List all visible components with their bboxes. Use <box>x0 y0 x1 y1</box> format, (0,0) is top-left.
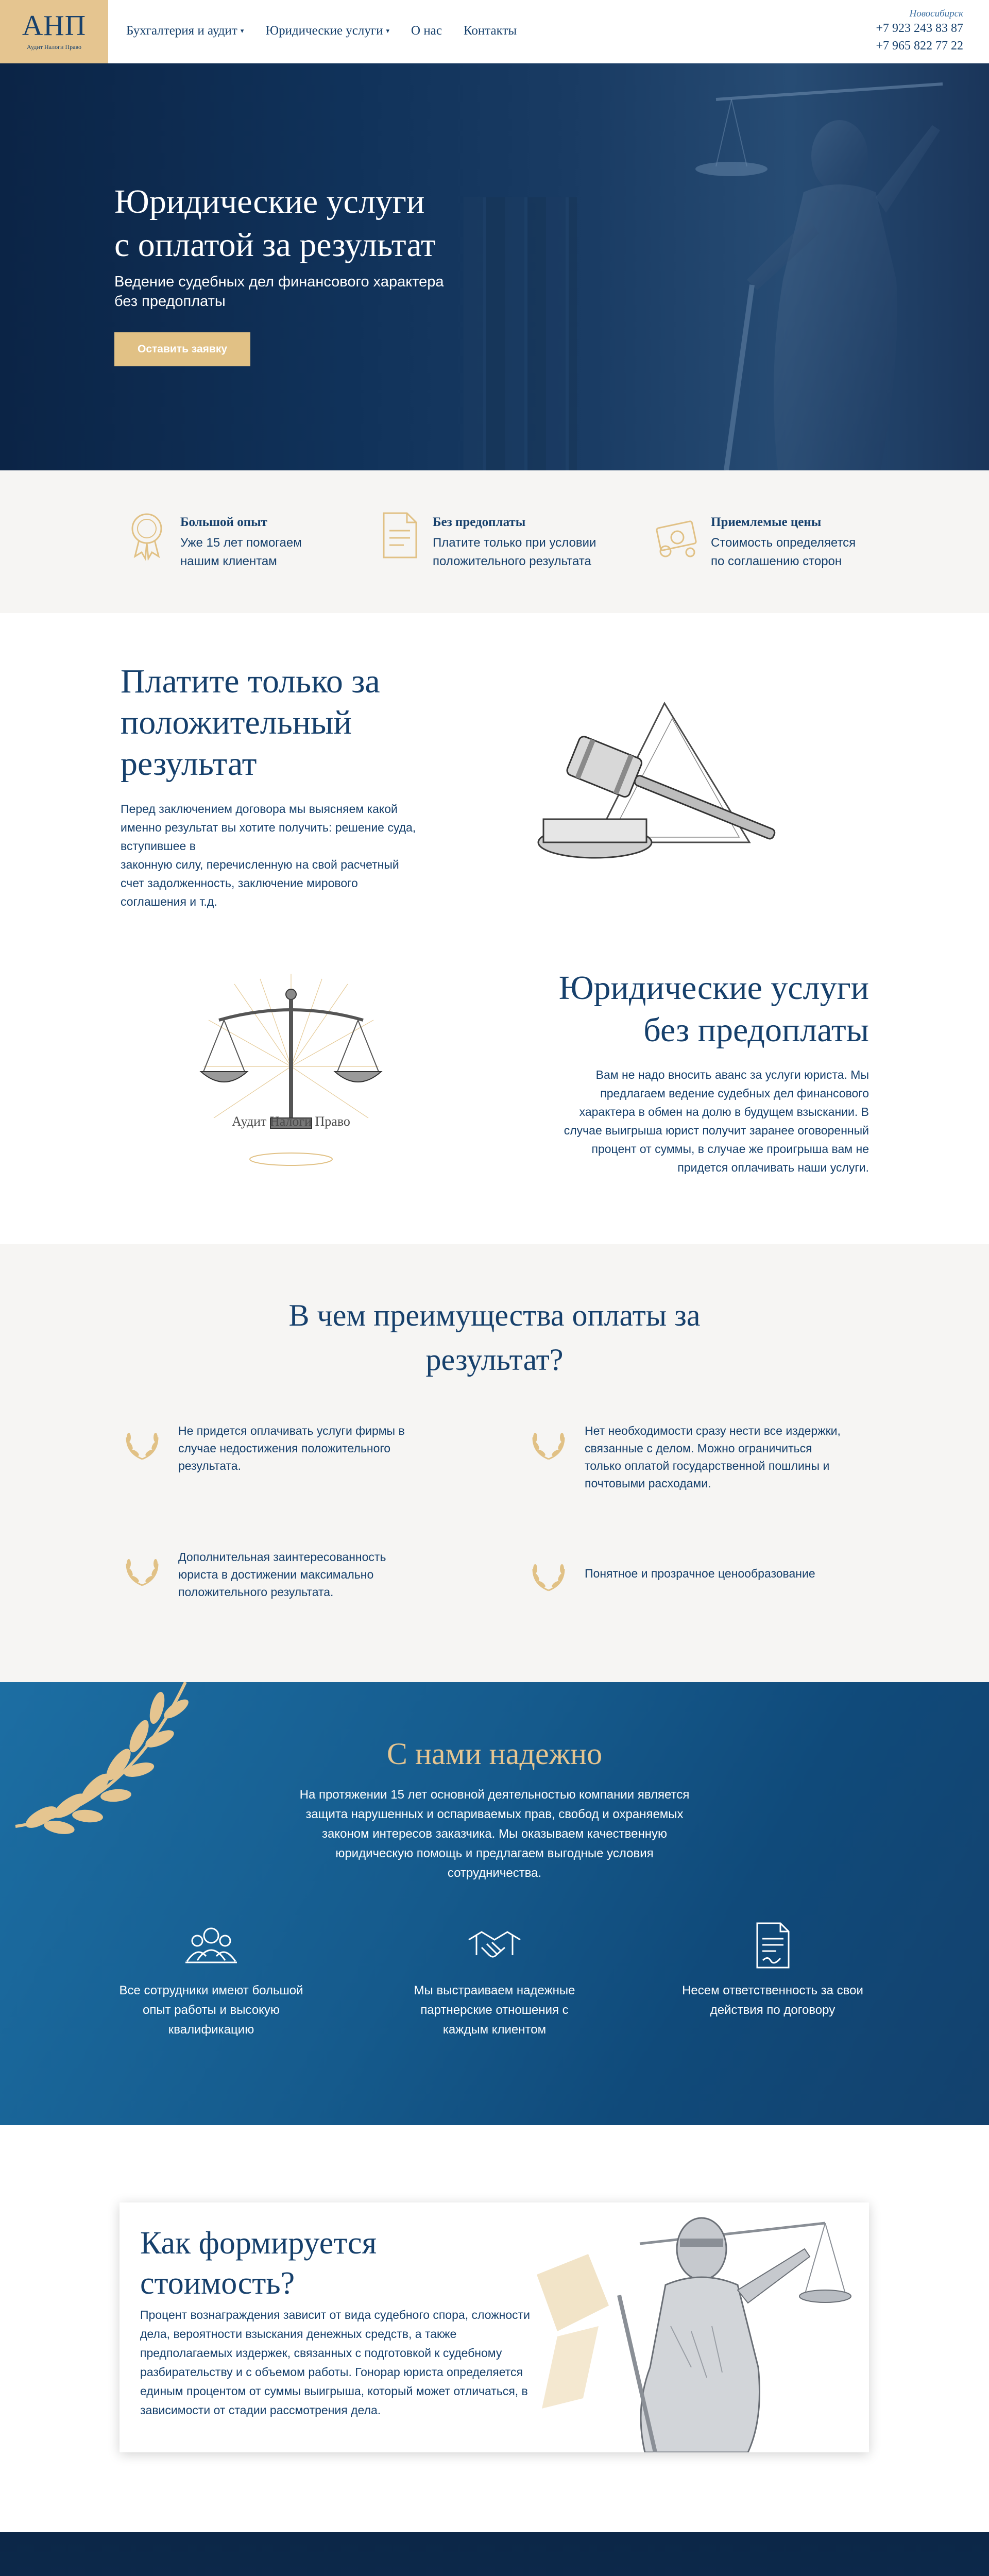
reliable-title: С нами надежно <box>386 1737 603 1771</box>
medal-icon <box>124 509 170 561</box>
hero-section <box>0 63 989 470</box>
laurel-icon <box>122 1422 163 1463</box>
nav-label: Контакты <box>463 24 517 38</box>
feature-desc: Платите только при условии положительного результата <box>433 536 596 568</box>
advantage-text: Не придется оплачивать услуги фирмы в случае недостижения положительного результата. <box>178 1424 405 1472</box>
laurel-icon <box>528 1553 569 1595</box>
document-icon <box>376 509 422 561</box>
scales-emblem-icon <box>193 963 389 1180</box>
reliable-item-text: Мы выстраиваем надежные партнерские отношения с каждым клиентом <box>414 1984 575 2037</box>
contract-icon <box>744 1919 801 1971</box>
team-icon <box>183 1919 240 1971</box>
reliable-item <box>95 1919 327 2040</box>
nav-label: Юридические услуги <box>265 24 383 38</box>
header-contacts <box>876 8 963 55</box>
phone-link-2[interactable]: +7 965 822 77 22 <box>876 39 963 53</box>
advantage-text: Дополнительная заинтересованность юриста в достижении максимально положительного результата. <box>178 1550 386 1599</box>
feature-title: Без предоплаты <box>433 515 526 529</box>
reliable-item <box>379 1919 610 2040</box>
feature-no-prepay <box>376 509 596 571</box>
chevron-down-icon: ▾ <box>386 27 390 35</box>
nav-item-accounting[interactable] <box>126 24 244 38</box>
nav-item-contacts[interactable] <box>464 24 517 38</box>
reliable-item-text: Все сотрудники имеют большой опыт работы и высокую квалификацию <box>119 1984 303 2037</box>
laurel-icon <box>528 1422 569 1463</box>
nopre-section-title: Юридические услуги без предоплаты <box>558 969 869 1049</box>
nav-item-legal[interactable] <box>265 24 389 38</box>
hero-request-button[interactable]: Оставить заявку <box>114 332 250 366</box>
logo-subtitle: Аудит Налоги Право <box>26 43 82 50</box>
chevron-down-icon: ▾ <box>240 27 244 35</box>
hero-title <box>114 180 578 267</box>
themis-statue-icon <box>654 63 963 470</box>
advantage-item <box>528 1553 815 1595</box>
scales-emblem-label: Аудит Налоги Право <box>232 1114 350 1129</box>
feature-prices <box>654 509 856 571</box>
advantage-item <box>122 1548 386 1601</box>
advantage-item <box>528 1422 841 1492</box>
pay-section-text: Перед заключением договора мы выясняем какой именно результат вы хотите получить: решение суда, вступившее в законную силу, перечисленную на свой расчетный счет задолженность, заключение мирового соглашения и т.д. <box>121 802 416 908</box>
advantage-text: Нет необходимости сразу нести все издержки, связанные с делом. Можно ограничиться только оплатой государственной пошлины и почтовыми расходами. <box>585 1424 841 1490</box>
reliable-item-text: Несем ответственность за свои действия по договору <box>682 1984 863 2017</box>
reliable-section <box>0 1682 989 2125</box>
cost-text: Процент вознаграждения зависит от вида судебного спора, сложности дела, вероятности взыскания денежных средств, а также предполагаемых издержек, связанных с подготовкой к судебному разбирательству и с объемом работы. Гонорар юриста определяется единым процентом от суммы выигрыша, который может отличаться, в зависимости от стадии рассмотрения дела. <box>140 2308 531 2417</box>
feature-title: Большой опыт <box>180 515 267 529</box>
phone-link-1[interactable]: +7 923 243 83 87 <box>876 22 963 35</box>
nav-label: О нас <box>411 24 442 38</box>
advantages-section <box>0 1244 989 1682</box>
main-nav <box>126 24 517 38</box>
pay-section-title: Платите только за положительный результат <box>121 663 380 783</box>
hero-title-line: с оплатой за результат <box>114 226 436 264</box>
hero-subtitle-line: без предоплаты <box>114 293 226 310</box>
city-label: Новосибирск <box>909 8 963 19</box>
gavel-icon <box>533 688 811 884</box>
feature-desc: Уже 15 лет помогаем нашим клиентам <box>180 536 302 568</box>
reliable-text: На протяжении 15 лет основной деятельностью компании является защита нарушенных и оспариваемых прав, свобод и охраняемых законом интересов заказчика. Мы оказываем качественную юридическую помощь и предлагаем выгодные условия сотрудничества. <box>299 1788 690 1880</box>
advantages-title: В чем преимущества оплаты за результат? <box>288 1298 701 1377</box>
logo-abbreviation: АНП <box>22 10 87 42</box>
hero-title-line: Юридические услуги <box>114 183 425 221</box>
cost-card <box>120 2202 869 2452</box>
nopre-section-text: Вам не надо вносить аванс за услуги юриста. Мы предлагаем ведение судебных дел финансового характера в обмен на долю в будущем взыскании. В случае выигрыша юрист получит заранее оговоренный процент от суммы, в случае же проигрыша вам не придется оплачивать наши услуги. <box>564 1068 869 1174</box>
reliable-item <box>657 1919 889 2020</box>
hero-subtitle <box>114 272 475 311</box>
order-section <box>0 2532 989 2576</box>
handshake-icon <box>466 1919 523 1971</box>
laurel-icon <box>122 1548 163 1589</box>
advantage-item <box>122 1422 405 1475</box>
features-strip <box>0 470 989 613</box>
feature-experience <box>124 509 302 571</box>
money-icon <box>654 509 701 561</box>
nav-label: Бухгалтерия и аудит <box>126 24 237 38</box>
feature-title: Приемлемые цены <box>711 515 822 529</box>
advantage-text: Понятное и прозрачное ценообразование <box>585 1567 815 1580</box>
lady-justice-icon <box>537 2202 869 2452</box>
site-header <box>0 0 989 63</box>
logo[interactable] <box>0 0 108 63</box>
cost-title: Как формируется стоимость? <box>140 2226 377 2301</box>
feature-desc: Стоимость определяется по соглашению сторон <box>711 536 856 568</box>
hero-subtitle-line: Ведение судебных дел финансового характера <box>114 274 444 290</box>
nav-item-about[interactable] <box>411 24 442 38</box>
